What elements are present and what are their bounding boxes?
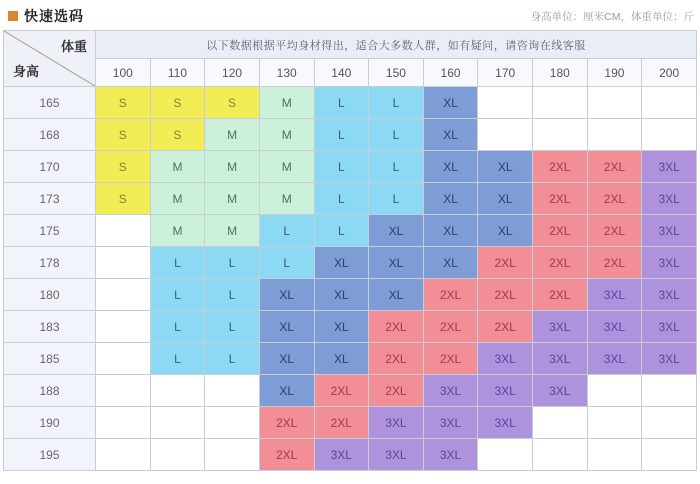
weight-axis-label: 体重	[60, 39, 87, 54]
size-cell: S	[150, 87, 205, 119]
empty-cell	[642, 119, 697, 151]
size-cell: XL	[314, 279, 369, 311]
size-cell: L	[150, 343, 205, 375]
empty-cell	[642, 87, 697, 119]
size-cell: M	[150, 151, 205, 183]
empty-cell	[150, 407, 205, 439]
size-chart-table	[3, 30, 697, 471]
table-row	[4, 279, 697, 311]
size-cell: L	[259, 247, 314, 279]
size-cell: XL	[423, 151, 478, 183]
table-row	[4, 87, 697, 119]
size-cell: 2XL	[369, 375, 424, 407]
empty-cell	[478, 119, 533, 151]
size-cell: 3XL	[478, 375, 533, 407]
empty-cell	[205, 375, 260, 407]
weight-col-header: 200	[642, 59, 697, 87]
corner-cell	[4, 31, 96, 87]
weight-col-header: 180	[533, 59, 588, 87]
size-cell: M	[150, 183, 205, 215]
empty-cell	[150, 439, 205, 471]
size-cell: XL	[314, 311, 369, 343]
size-cell: XL	[423, 215, 478, 247]
size-cell: 3XL	[642, 311, 697, 343]
note-row	[4, 31, 697, 59]
size-cell: 3XL	[369, 439, 424, 471]
height-row-header: 180	[4, 279, 96, 311]
size-cell: 3XL	[642, 183, 697, 215]
table-note: 以下数据根据平均身材得出，适合大多数人群，如有疑问，请咨询在线客服	[96, 31, 697, 59]
weight-col-header: 140	[314, 59, 369, 87]
size-cell: 2XL	[314, 407, 369, 439]
empty-cell	[642, 407, 697, 439]
size-cell: L	[205, 279, 260, 311]
size-cell: L	[369, 151, 424, 183]
size-cell: XL	[369, 215, 424, 247]
table-row	[4, 247, 697, 279]
height-row-header: 175	[4, 215, 96, 247]
size-cell: M	[259, 87, 314, 119]
size-cell: L	[314, 183, 369, 215]
size-cell: 2XL	[533, 279, 588, 311]
empty-cell	[96, 407, 151, 439]
height-row-header: 178	[4, 247, 96, 279]
size-cell: L	[369, 119, 424, 151]
size-cell: 3XL	[587, 343, 642, 375]
weight-col-header: 110	[150, 59, 205, 87]
size-cell: 3XL	[423, 439, 478, 471]
weight-col-header: 120	[205, 59, 260, 87]
size-cell: 2XL	[369, 311, 424, 343]
empty-cell	[642, 439, 697, 471]
empty-cell	[96, 311, 151, 343]
empty-cell	[533, 119, 588, 151]
size-cell: XL	[423, 119, 478, 151]
table-row	[4, 119, 697, 151]
height-row-header: 168	[4, 119, 96, 151]
weight-col-header: 160	[423, 59, 478, 87]
size-cell: 3XL	[642, 151, 697, 183]
size-cell: S	[205, 87, 260, 119]
height-row-header: 185	[4, 343, 96, 375]
size-cell: 3XL	[533, 375, 588, 407]
empty-cell	[96, 439, 151, 471]
empty-cell	[587, 407, 642, 439]
weight-col-header: 100	[96, 59, 151, 87]
size-cell: M	[259, 183, 314, 215]
empty-cell	[96, 215, 151, 247]
size-cell: XL	[478, 183, 533, 215]
height-axis-label: 身高	[13, 64, 40, 79]
empty-cell	[533, 87, 588, 119]
size-cell: XL	[423, 87, 478, 119]
height-row-header: 165	[4, 87, 96, 119]
size-cell: 2XL	[369, 343, 424, 375]
height-row-header: 170	[4, 151, 96, 183]
empty-cell	[96, 375, 151, 407]
size-cell: 3XL	[587, 311, 642, 343]
page-title: 快速选码	[24, 8, 84, 24]
size-cell: M	[205, 151, 260, 183]
size-cell: L	[314, 87, 369, 119]
height-row-header: 190	[4, 407, 96, 439]
section-title	[8, 6, 84, 26]
size-cell: 2XL	[314, 375, 369, 407]
size-cell: M	[150, 215, 205, 247]
size-cell: M	[259, 151, 314, 183]
table-row	[4, 407, 697, 439]
empty-cell	[587, 87, 642, 119]
empty-cell	[587, 375, 642, 407]
size-cell: 3XL	[478, 407, 533, 439]
size-cell: XL	[423, 183, 478, 215]
size-cell: L	[150, 279, 205, 311]
size-cell: M	[205, 215, 260, 247]
size-cell: XL	[423, 247, 478, 279]
size-cell: L	[205, 311, 260, 343]
size-cell: 2XL	[423, 311, 478, 343]
size-cell: 2XL	[587, 151, 642, 183]
height-row-header: 173	[4, 183, 96, 215]
empty-cell	[205, 407, 260, 439]
empty-cell	[478, 439, 533, 471]
empty-cell	[96, 279, 151, 311]
weight-header-row	[4, 59, 697, 87]
size-cell: S	[96, 151, 151, 183]
size-cell: 2XL	[587, 183, 642, 215]
size-cell: 2XL	[259, 439, 314, 471]
size-cell: 2XL	[533, 247, 588, 279]
size-cell: XL	[314, 247, 369, 279]
weight-col-header: 150	[369, 59, 424, 87]
weight-col-header: 190	[587, 59, 642, 87]
table-row	[4, 183, 697, 215]
size-cell: XL	[259, 343, 314, 375]
size-cell: 3XL	[533, 343, 588, 375]
size-cell: S	[150, 119, 205, 151]
size-cell: XL	[478, 151, 533, 183]
size-cell: M	[205, 119, 260, 151]
size-cell: XL	[478, 215, 533, 247]
empty-cell	[150, 375, 205, 407]
empty-cell	[533, 439, 588, 471]
size-cell: 3XL	[587, 279, 642, 311]
table-row	[4, 439, 697, 471]
size-cell: XL	[369, 279, 424, 311]
size-cell: 3XL	[423, 407, 478, 439]
size-cell: 3XL	[369, 407, 424, 439]
size-cell: 2XL	[533, 151, 588, 183]
empty-cell	[205, 439, 260, 471]
size-cell: S	[96, 183, 151, 215]
size-cell: L	[314, 151, 369, 183]
size-cell: 3XL	[642, 247, 697, 279]
size-cell: 2XL	[587, 215, 642, 247]
size-cell: XL	[259, 279, 314, 311]
title-bullet-square-icon	[8, 11, 18, 21]
empty-cell	[96, 343, 151, 375]
size-cell: 2XL	[423, 279, 478, 311]
height-row-header: 183	[4, 311, 96, 343]
height-row-header: 195	[4, 439, 96, 471]
empty-cell	[587, 119, 642, 151]
size-cell: L	[314, 119, 369, 151]
size-cell: L	[314, 215, 369, 247]
size-cell: 3XL	[423, 375, 478, 407]
height-row-header: 188	[4, 375, 96, 407]
size-cell: L	[369, 87, 424, 119]
size-cell: 2XL	[533, 183, 588, 215]
size-cell: 2XL	[259, 407, 314, 439]
empty-cell	[96, 247, 151, 279]
table-row	[4, 215, 697, 247]
unit-note: 身高单位：厘米CM，体重单位：斤	[530, 10, 694, 23]
size-cell: XL	[369, 247, 424, 279]
header-bar	[0, 0, 700, 30]
size-cell: 3XL	[642, 215, 697, 247]
table-row	[4, 151, 697, 183]
empty-cell	[587, 439, 642, 471]
size-cell: 2XL	[587, 247, 642, 279]
weight-col-header: 170	[478, 59, 533, 87]
size-cell: S	[96, 87, 151, 119]
size-cell: 2XL	[533, 215, 588, 247]
size-cell: L	[259, 215, 314, 247]
size-cell: S	[96, 119, 151, 151]
size-cell: M	[259, 119, 314, 151]
size-cell: XL	[314, 343, 369, 375]
table-row	[4, 343, 697, 375]
table-row	[4, 375, 697, 407]
size-cell: 3XL	[642, 279, 697, 311]
size-cell: XL	[259, 375, 314, 407]
empty-cell	[533, 407, 588, 439]
empty-cell	[478, 87, 533, 119]
size-cell: 2XL	[478, 311, 533, 343]
empty-cell	[642, 375, 697, 407]
table-row	[4, 311, 697, 343]
size-cell: L	[150, 311, 205, 343]
size-cell: 3XL	[478, 343, 533, 375]
size-cell: 2XL	[478, 279, 533, 311]
size-cell: L	[369, 183, 424, 215]
size-cell: XL	[259, 311, 314, 343]
weight-col-header: 130	[259, 59, 314, 87]
size-cell: M	[205, 183, 260, 215]
size-cell: 3XL	[642, 343, 697, 375]
size-cell: 2XL	[423, 343, 478, 375]
size-cell: 3XL	[314, 439, 369, 471]
size-cell: L	[205, 247, 260, 279]
size-cell: L	[150, 247, 205, 279]
size-cell: 3XL	[533, 311, 588, 343]
size-cell: 2XL	[478, 247, 533, 279]
size-cell: L	[205, 343, 260, 375]
